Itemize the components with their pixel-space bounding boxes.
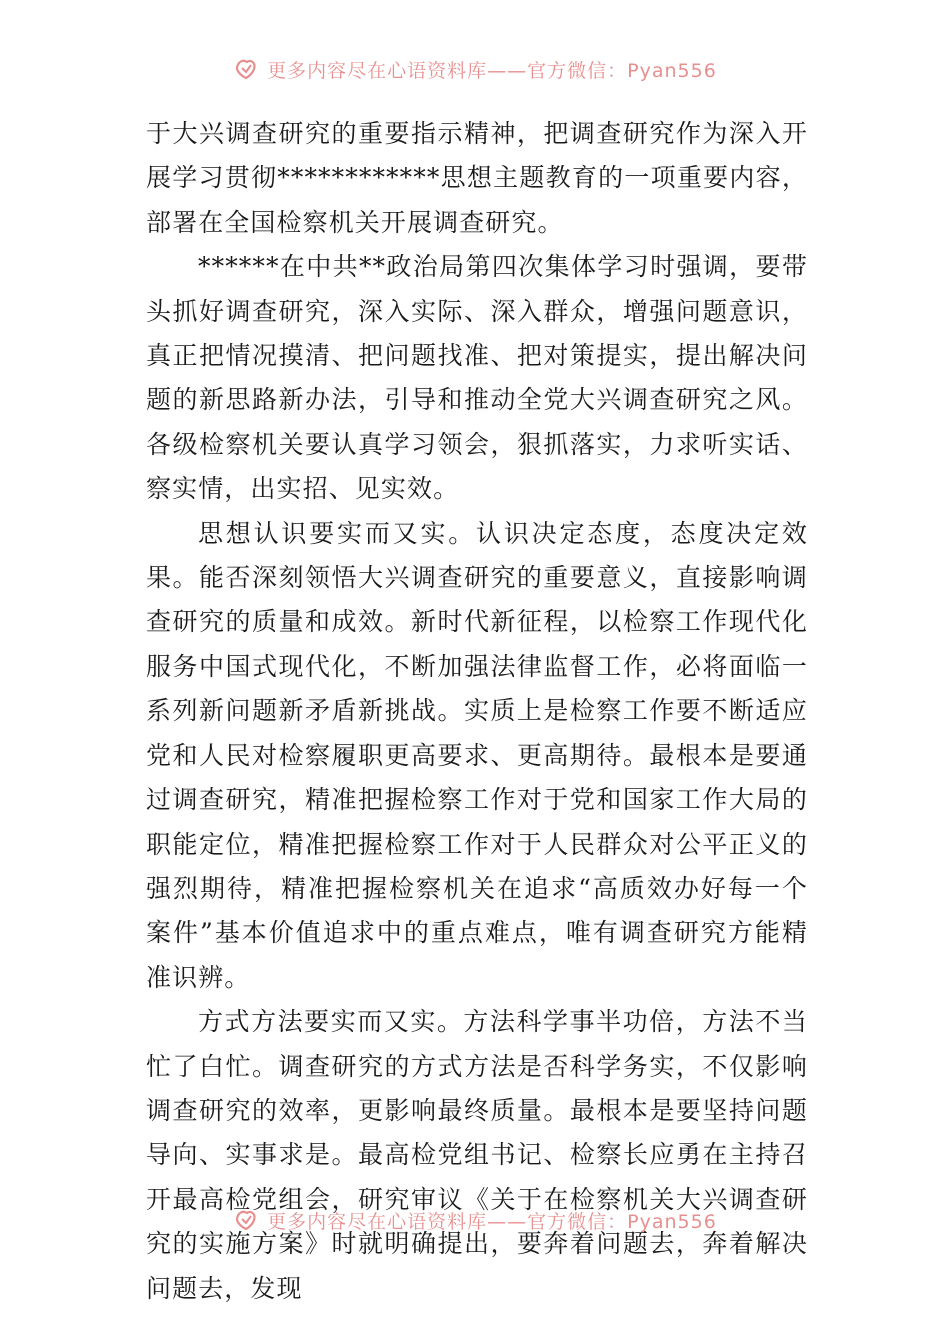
header-watermark-text: 更多内容尽在心语资料库——官方微信：Pyan556 (267, 59, 717, 82)
paragraph: ******在中共**政治局第四次集体学习时强调，要带头抓好调查研究，深入实际、深入群众，增强问题意识，真正把情况摸清、把问题找准、把对策提实，提出解决问题的新思路新办法，引导和推动全党大兴调查研究之风。各级检察机关要认真学习领会，狠抓落实，力求听实话、察实情，出实招、见实效。 (146, 252, 808, 504)
paragraph: 思想认识要实而又实。认识决定态度，态度决定效果。能否深刻领悟大兴调查研究的重要意义，直接影响调查研究的质量和成效。新时代新征程，以检察工作现代化服务中国式现代化，不断加强法律监督工作，必将面临一系列新问题新矛盾新挑战。实质上是检察工作要不断适应党和人民对检察履职更高要求、更高期待。最根本是要通过调查研究，精准把握检察工作对于党和国家工作大局的职能定位，精准把握检察工作对于人民群众对公平正义的强烈期待，精准把握检察机关在追求“高质效办好每一个案件”基本价值追求中的重点难点，唯有调查研究方能精准识辨。 (146, 518, 808, 992)
document-body (146, 112, 808, 1311)
watermark-logo-icon (233, 1207, 259, 1233)
footer-watermark-text: 更多内容尽在心语资料库——官方微信：Pyan556 (267, 1210, 717, 1233)
header-watermark (0, 52, 950, 86)
paragraph: 方式方法要实而又实。方法科学事半功倍，方法不当忙了白忙。调查研究的方式方法是否科学务实，不仅影响调查研究的效率，更影响最终质量。最根本是要坚持问题导向、实事求是。最高检党组书记、检察长应勇在主持召开最高检党组会，研究审议《关于在检察机关大兴调查研究的实施方案》时就明确提出，要奔着问题去，奔着解决问题去，发现 (146, 1007, 808, 1303)
watermark-logo-icon (233, 56, 259, 82)
paragraph-continuation: 于大兴调查研究的重要指示精神，把调查研究作为深入开展学习贯彻************思想主题教育的一项重要内容，部署在全国检察机关开展调查研究。 (146, 119, 808, 237)
footer-watermark (0, 1203, 950, 1237)
